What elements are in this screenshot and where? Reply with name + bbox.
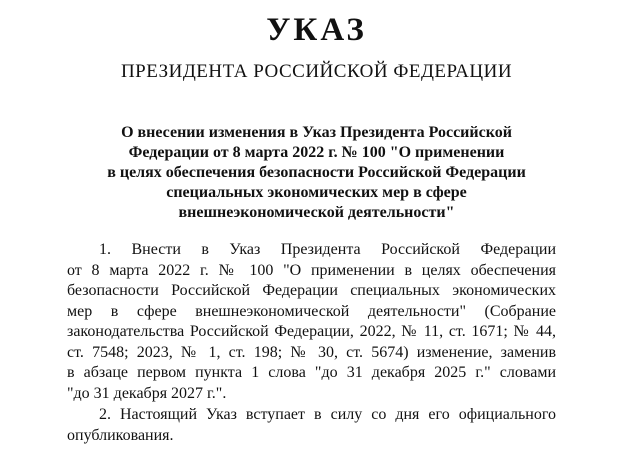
decree-heading bbox=[60, 123, 573, 223]
paragraph-line: безопасности Российской Федерации специальных экономических bbox=[67, 282, 556, 299]
heading-line: О внесении изменения в Указ Президента Российской bbox=[121, 124, 512, 141]
heading-line: Федерации от 8 марта 2022 г. № 100 "О применении bbox=[128, 144, 505, 161]
document-title: УКАЗ bbox=[266, 12, 367, 48]
paragraph-line: законодательства Российской Федерации, 2022, № 11, ст. 1671; № 44, bbox=[67, 323, 556, 340]
paragraph-line: в абзаце первом пункта 1 слова "до 31 декабря 2025 г." словами bbox=[67, 364, 556, 381]
heading-line: внешнеэкономической деятельности" bbox=[178, 204, 455, 221]
paragraph-line: "до 31 декабря 2027 г.". bbox=[67, 384, 227, 402]
heading-line: специальных экономических мер в сфере bbox=[166, 184, 467, 201]
paragraph-line: 1. Внести в Указ Президента Российской Федерации bbox=[99, 241, 556, 258]
document-subtitle: ПРЕЗИДЕНТА РОССИЙСКОЙ ФЕДЕРАЦИИ bbox=[120, 61, 513, 82]
paragraph-1 bbox=[67, 240, 556, 404]
paragraph-2 bbox=[67, 405, 556, 446]
paragraph-line: от 8 марта 2022 г. № 100 "О применении в целях обеспечения bbox=[67, 261, 556, 279]
paragraph-line: мер в сфере внешнеэкономической деятельности" (Собрание bbox=[67, 302, 556, 320]
heading-line: в целях обеспечения безопасности Российской Федерации bbox=[107, 164, 526, 181]
paragraph-line: ст. 7548; 2023, № 1, ст. 198; № 30, ст. 5674) изменение, заменив bbox=[67, 343, 556, 361]
paragraph-line: опубликования. bbox=[67, 426, 174, 444]
decree-body bbox=[67, 240, 556, 446]
paragraph-line: 2. Настоящий Указ вступает в силу со дня его официального bbox=[99, 406, 556, 423]
